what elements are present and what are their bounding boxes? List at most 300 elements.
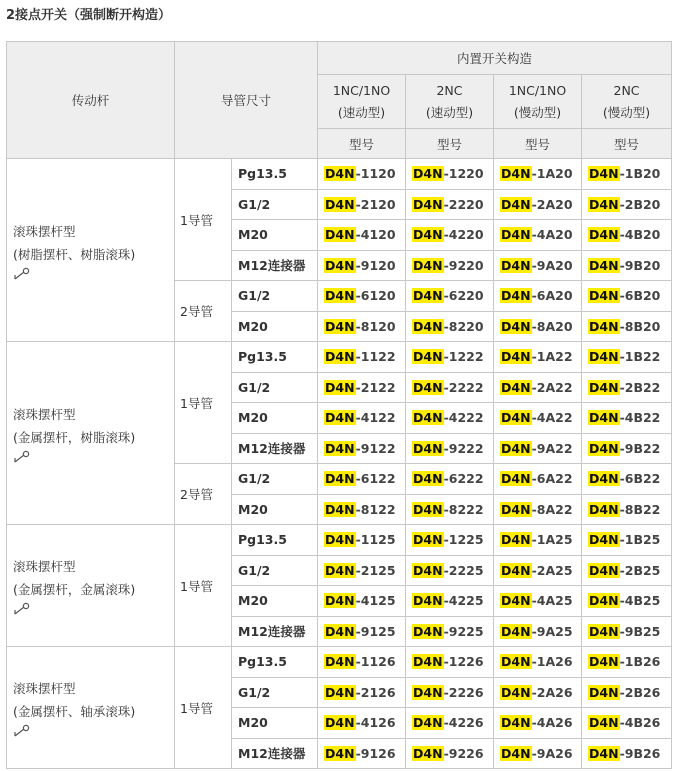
model-prefix: D4N (413, 227, 443, 243)
model-prefix: D4N (413, 715, 443, 731)
model-suffix: -9A26 (531, 745, 573, 761)
model-suffix: -4A20 (531, 227, 573, 243)
model-suffix: -6220 (443, 288, 484, 304)
type-line2: (慢动型) (602, 104, 651, 120)
model-suffix: -2122 (355, 379, 396, 395)
model-suffix: -6B22 (619, 471, 661, 487)
model-cell (494, 677, 582, 708)
actuator-detail: (树脂摆杆、树脂滚珠) (13, 246, 136, 262)
model-cell (318, 647, 406, 678)
conduit-size-cell: M12连接器 (232, 250, 318, 281)
model-prefix: D4N (589, 501, 619, 517)
model-prefix: D4N (501, 410, 531, 426)
actuator-cell (7, 525, 175, 647)
type-header-1 (406, 75, 494, 129)
model-cell (582, 494, 672, 525)
model-suffix: -1B22 (619, 349, 661, 365)
model-cell (494, 525, 582, 556)
model-prefix: D4N (589, 318, 619, 334)
model-cell (582, 372, 672, 403)
model-cell (406, 677, 494, 708)
actuator-name: 滚珠摆杆型 (13, 559, 76, 574)
model-suffix: -8122 (355, 501, 396, 517)
actuator-name: 滚珠摆杆型 (13, 406, 76, 422)
conduit-header: 导管尺寸 (175, 42, 318, 159)
model-cell (582, 677, 672, 708)
model-prefix: D4N (501, 745, 531, 761)
type-line2: (速动型) (425, 104, 474, 120)
model-prefix: D4N (501, 593, 531, 609)
model-suffix: -1225 (443, 532, 484, 548)
model-suffix: -1126 (355, 654, 396, 670)
model-cell (494, 372, 582, 403)
model-cell (318, 738, 406, 769)
model-suffix: -1226 (443, 654, 484, 670)
table-header (7, 42, 672, 159)
model-cell (406, 189, 494, 220)
actuator-cell (7, 647, 175, 769)
model-cell (318, 586, 406, 617)
model-prefix: D4N (501, 379, 531, 395)
model-prefix: D4N (325, 288, 355, 304)
model-suffix: -4226 (443, 715, 484, 731)
page-title: 2接点开关（强制断开构造） (6, 8, 172, 23)
model-prefix: D4N (589, 440, 619, 456)
model-suffix: -9A20 (531, 257, 573, 273)
model-prefix: D4N (413, 166, 443, 182)
model-prefix: D4N (589, 471, 619, 487)
model-prefix: D4N (325, 410, 355, 426)
model-suffix: -4125 (355, 593, 396, 609)
model-cell (582, 738, 672, 769)
model-cell (582, 342, 672, 373)
model-cell (582, 403, 672, 434)
model-suffix: -1A22 (531, 349, 573, 365)
model-prefix: D4N (413, 318, 443, 334)
model-suffix: -1A25 (531, 532, 573, 548)
conduit-size-cell: Pg13.5 (232, 342, 318, 373)
model-cell (406, 464, 494, 495)
model-prefix: D4N (413, 532, 443, 548)
model-suffix: -2B26 (619, 684, 661, 700)
model-prefix: D4N (413, 440, 443, 456)
model-cell (582, 647, 672, 678)
model-suffix: -1220 (443, 166, 484, 182)
model-suffix: -6A20 (531, 288, 573, 304)
model-prefix: D4N (501, 684, 531, 700)
model-prefix: D4N (501, 196, 531, 212)
model-prefix: D4N (589, 684, 619, 700)
model-cell (406, 586, 494, 617)
model-cell (318, 525, 406, 556)
model-label-header: 型号 (406, 129, 494, 159)
model-prefix: D4N (325, 318, 355, 334)
model-suffix: -4225 (443, 593, 484, 609)
model-cell (494, 708, 582, 739)
model-prefix: D4N (413, 379, 443, 395)
model-suffix: -2226 (443, 684, 484, 700)
model-prefix: D4N (589, 288, 619, 304)
actuator-detail: (金属摆杆，金属滚珠) (13, 582, 136, 597)
model-cell (494, 738, 582, 769)
type-line1: 1NC/1NO (332, 82, 391, 98)
table-body (7, 159, 672, 769)
model-suffix: -4B25 (619, 593, 661, 609)
model-suffix: -9122 (355, 440, 396, 456)
conduit-size-cell: G1/2 (232, 372, 318, 403)
model-cell (494, 220, 582, 251)
model-suffix: -1B25 (619, 532, 661, 548)
model-cell (494, 555, 582, 586)
model-label-header: 型号 (494, 129, 582, 159)
conduit-size-cell: M20 (232, 220, 318, 251)
actuator-cell (7, 342, 175, 525)
model-prefix: D4N (413, 257, 443, 273)
model-cell (318, 220, 406, 251)
model-cell (494, 281, 582, 312)
model-prefix: D4N (501, 166, 531, 182)
model-suffix: -6120 (355, 288, 396, 304)
model-prefix: D4N (501, 501, 531, 517)
model-cell (582, 189, 672, 220)
model-suffix: -2225 (443, 562, 484, 578)
conduit-size-cell: Pg13.5 (232, 525, 318, 556)
model-prefix: D4N (501, 227, 531, 243)
model-prefix: D4N (589, 257, 619, 273)
model-prefix: D4N (325, 349, 355, 365)
model-suffix: -1A26 (531, 654, 573, 670)
model-cell (406, 433, 494, 464)
model-suffix: -4A25 (531, 593, 573, 609)
model-prefix: D4N (501, 440, 531, 456)
model-prefix: D4N (589, 349, 619, 365)
type-header-2 (494, 75, 582, 129)
model-cell (582, 433, 672, 464)
model-suffix: -2A25 (531, 562, 573, 578)
builtin-switch-header: 内置开关构造 (318, 42, 672, 75)
model-suffix: -8A22 (531, 501, 573, 517)
model-suffix: -8B22 (619, 501, 661, 517)
type-header-0 (318, 75, 406, 129)
model-cell (318, 616, 406, 647)
model-suffix: -4222 (443, 410, 484, 426)
model-cell (494, 433, 582, 464)
model-prefix: D4N (501, 318, 531, 334)
model-prefix: D4N (589, 593, 619, 609)
model-prefix: D4N (325, 684, 355, 700)
model-suffix: -2126 (355, 684, 396, 700)
model-cell (406, 281, 494, 312)
model-suffix: -9B25 (619, 623, 661, 639)
model-prefix: D4N (325, 501, 355, 517)
model-cell (582, 464, 672, 495)
model-suffix: -6122 (355, 471, 396, 487)
conduit-count-cell: 1导管 (175, 647, 232, 769)
model-prefix: D4N (413, 349, 443, 365)
model-suffix: -6222 (443, 471, 484, 487)
model-suffix: -4220 (443, 227, 484, 243)
roller-lever-icon (13, 602, 31, 616)
model-cell (582, 159, 672, 190)
model-suffix: -4A22 (531, 410, 573, 426)
table-row (7, 647, 672, 678)
model-prefix: D4N (589, 196, 619, 212)
type-line1: 2NC (436, 82, 463, 98)
model-suffix: -2A26 (531, 684, 573, 700)
model-suffix: -1B20 (619, 166, 661, 182)
model-suffix: -1A20 (531, 166, 573, 182)
model-prefix: D4N (501, 654, 531, 670)
conduit-size-cell: Pg13.5 (232, 159, 318, 190)
model-prefix: D4N (413, 501, 443, 517)
model-prefix: D4N (501, 349, 531, 365)
model-cell (318, 281, 406, 312)
conduit-size-cell: G1/2 (232, 281, 318, 312)
model-cell (582, 281, 672, 312)
model-cell (406, 738, 494, 769)
model-prefix: D4N (589, 623, 619, 639)
model-suffix: -9225 (443, 623, 484, 639)
model-prefix: D4N (501, 532, 531, 548)
model-cell (494, 647, 582, 678)
model-cell (318, 708, 406, 739)
model-cell (318, 250, 406, 281)
model-suffix: -1120 (355, 166, 396, 182)
model-suffix: -9220 (443, 257, 484, 273)
model-cell (406, 494, 494, 525)
model-suffix: -2222 (443, 379, 484, 395)
actuator-name: 滚珠摆杆型 (13, 681, 76, 696)
model-prefix: D4N (589, 379, 619, 395)
model-suffix: -8120 (355, 318, 396, 334)
model-suffix: -9120 (355, 257, 396, 273)
model-cell (318, 159, 406, 190)
model-prefix: D4N (325, 593, 355, 609)
model-cell (494, 189, 582, 220)
model-suffix: -1122 (355, 349, 396, 365)
roller-lever-icon (13, 450, 31, 464)
model-suffix: -8222 (443, 501, 484, 517)
model-suffix: -4A26 (531, 715, 573, 731)
table-row (7, 342, 672, 373)
model-prefix: D4N (589, 227, 619, 243)
model-cell (318, 494, 406, 525)
model-prefix: D4N (501, 623, 531, 639)
type-line2: (慢动型) (513, 104, 562, 120)
model-cell (406, 250, 494, 281)
model-prefix: D4N (589, 532, 619, 548)
type-line1: 2NC (613, 82, 640, 98)
conduit-size-cell: M20 (232, 403, 318, 434)
model-suffix: -4122 (355, 410, 396, 426)
model-cell (318, 311, 406, 342)
model-cell (406, 372, 494, 403)
conduit-size-cell: G1/2 (232, 464, 318, 495)
model-suffix: -9222 (443, 440, 484, 456)
model-cell (318, 464, 406, 495)
model-suffix: -1B26 (619, 654, 661, 670)
model-prefix: D4N (589, 166, 619, 182)
model-cell (318, 555, 406, 586)
model-suffix: -2125 (355, 562, 396, 578)
model-suffix: -9A25 (531, 623, 573, 639)
model-suffix: -4B22 (619, 410, 661, 426)
model-prefix: D4N (325, 471, 355, 487)
model-cell (318, 433, 406, 464)
model-suffix: -8B20 (619, 318, 661, 334)
roller-lever-icon (13, 267, 31, 281)
model-prefix: D4N (325, 379, 355, 395)
model-cell (406, 525, 494, 556)
model-cell (406, 220, 494, 251)
model-suffix: -1125 (355, 532, 396, 548)
model-cell (582, 616, 672, 647)
model-cell (582, 708, 672, 739)
model-cell (406, 616, 494, 647)
conduit-size-cell: G1/2 (232, 555, 318, 586)
model-suffix: -8A20 (531, 318, 573, 334)
conduit-size-cell: M20 (232, 708, 318, 739)
model-cell (494, 494, 582, 525)
model-suffix: -9A22 (531, 440, 573, 456)
conduit-count-cell: 1导管 (175, 159, 232, 281)
model-prefix: D4N (325, 227, 355, 243)
model-prefix: D4N (325, 440, 355, 456)
model-prefix: D4N (325, 532, 355, 548)
model-suffix: -1222 (443, 349, 484, 365)
model-suffix: -2B20 (619, 196, 661, 212)
model-prefix: D4N (325, 623, 355, 639)
model-prefix: D4N (413, 684, 443, 700)
model-label-header: 型号 (582, 129, 672, 159)
model-suffix: -2B25 (619, 562, 661, 578)
model-prefix: D4N (589, 410, 619, 426)
model-prefix: D4N (589, 562, 619, 578)
model-prefix: D4N (589, 715, 619, 731)
model-suffix: -2A22 (531, 379, 573, 395)
model-suffix: -4126 (355, 715, 396, 731)
model-prefix: D4N (325, 166, 355, 182)
model-label-header: 型号 (318, 129, 406, 159)
model-prefix: D4N (413, 471, 443, 487)
model-cell (494, 586, 582, 617)
type-header-3 (582, 75, 672, 129)
conduit-count-cell: 2导管 (175, 464, 232, 525)
model-cell (494, 159, 582, 190)
conduit-size-cell: Pg13.5 (232, 647, 318, 678)
model-cell (318, 677, 406, 708)
model-suffix: -9B26 (619, 745, 661, 761)
model-cell (582, 311, 672, 342)
model-cell (494, 311, 582, 342)
table-row (7, 525, 672, 556)
model-suffix: -9B22 (619, 440, 661, 456)
model-cell (494, 616, 582, 647)
model-prefix: D4N (325, 562, 355, 578)
conduit-count-cell: 1导管 (175, 525, 232, 647)
model-prefix: D4N (589, 654, 619, 670)
model-suffix: -4120 (355, 227, 396, 243)
model-suffix: -2B22 (619, 379, 661, 395)
model-prefix: D4N (501, 288, 531, 304)
model-suffix: -9126 (355, 745, 396, 761)
model-cell (494, 464, 582, 495)
conduit-count-cell: 2导管 (175, 281, 232, 342)
conduit-size-cell: M20 (232, 311, 318, 342)
model-prefix: D4N (325, 654, 355, 670)
roller-lever-icon (13, 724, 31, 738)
model-cell (318, 342, 406, 373)
model-cell (406, 311, 494, 342)
model-cell (406, 708, 494, 739)
model-prefix: D4N (325, 257, 355, 273)
model-table (6, 41, 672, 769)
type-line2: (速动型) (337, 104, 386, 120)
model-prefix: D4N (413, 623, 443, 639)
model-cell (406, 555, 494, 586)
table-row (7, 159, 672, 190)
model-prefix: D4N (413, 593, 443, 609)
model-suffix: -9B20 (619, 257, 661, 273)
conduit-size-cell: M20 (232, 494, 318, 525)
model-prefix: D4N (325, 745, 355, 761)
conduit-size-cell: M12连接器 (232, 738, 318, 769)
model-prefix: D4N (325, 196, 355, 212)
conduit-size-cell: M20 (232, 586, 318, 617)
model-prefix: D4N (325, 715, 355, 731)
model-prefix: D4N (501, 257, 531, 273)
actuator-header: 传动杆 (7, 42, 175, 159)
model-cell (318, 403, 406, 434)
type-line1: 1NC/1NO (508, 82, 567, 98)
model-cell (582, 586, 672, 617)
model-suffix: -2A20 (531, 196, 573, 212)
model-prefix: D4N (501, 715, 531, 731)
model-cell (318, 372, 406, 403)
actuator-detail: (金属摆杆，树脂滚珠) (13, 429, 136, 445)
model-cell (494, 403, 582, 434)
model-prefix: D4N (413, 654, 443, 670)
model-cell (582, 555, 672, 586)
model-suffix: -4B20 (619, 227, 661, 243)
model-cell (582, 525, 672, 556)
model-prefix: D4N (413, 288, 443, 304)
model-prefix: D4N (501, 471, 531, 487)
model-cell (406, 647, 494, 678)
model-suffix: -6B20 (619, 288, 661, 304)
model-suffix: -2220 (443, 196, 484, 212)
model-cell (494, 342, 582, 373)
conduit-size-cell: G1/2 (232, 677, 318, 708)
conduit-size-cell: M12连接器 (232, 616, 318, 647)
actuator-detail: (金属摆杆、轴承滚珠) (13, 704, 136, 719)
model-cell (406, 342, 494, 373)
conduit-count-cell: 1导管 (175, 342, 232, 464)
model-cell (406, 403, 494, 434)
model-prefix: D4N (413, 196, 443, 212)
actuator-name: 滚珠摆杆型 (13, 223, 76, 239)
conduit-size-cell: G1/2 (232, 189, 318, 220)
model-suffix: -9226 (443, 745, 484, 761)
model-suffix: -9125 (355, 623, 396, 639)
model-suffix: -4B26 (619, 715, 661, 731)
model-prefix: D4N (413, 410, 443, 426)
model-prefix: D4N (501, 562, 531, 578)
conduit-size-cell: M12连接器 (232, 433, 318, 464)
model-suffix: -2120 (355, 196, 396, 212)
model-prefix: D4N (413, 562, 443, 578)
model-suffix: -6A22 (531, 471, 573, 487)
